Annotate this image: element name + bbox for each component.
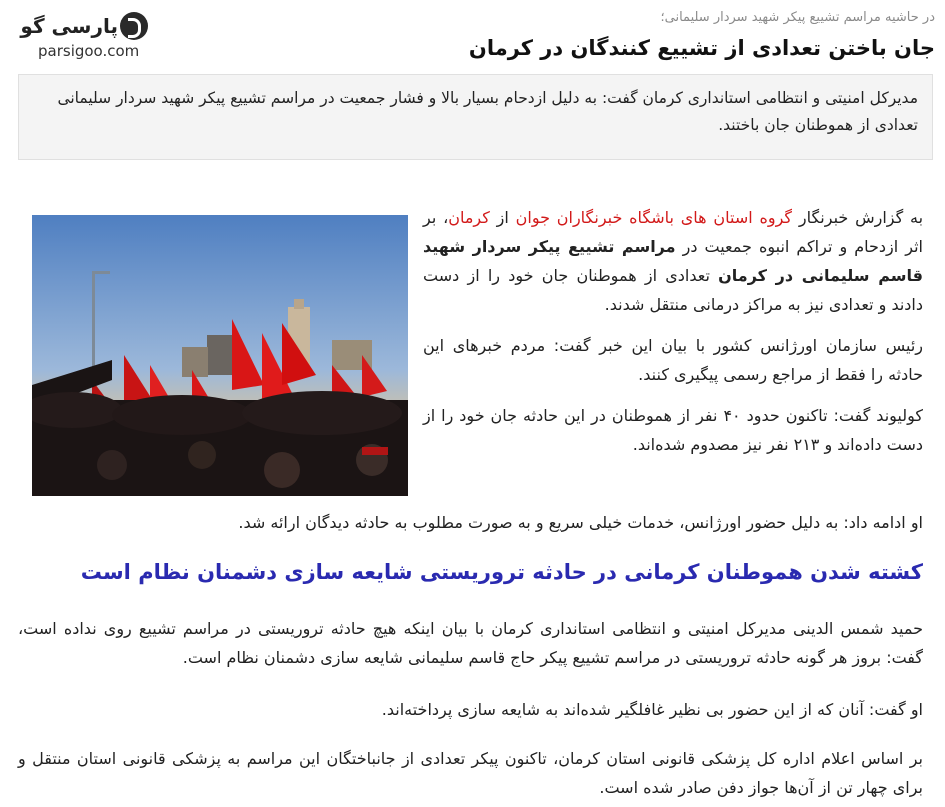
agency-link[interactable]: گروه استان های باشگاه خبرنگاران جوان — [515, 208, 793, 227]
p1-text-4: تعدادی از هموطنان جان خود را از دست دادند و تعدادی نیز به مراکز درمانی منتقل شدند. — [423, 266, 923, 314]
paragraph-5: حمید شمس الدینی مدیرکل امنیتی و انتظامی استانداری کرمان با بیان اینکه هیچ حادثه تروریستی در مراسم تشییع روی نداده است، گفت: بروز هر گونه حادثه تروریستی در مراسم تشییع پیکر حاج قاسم سلیمانی شایعه سازی دشمنان نظام است. — [18, 619, 923, 667]
p1-text-1: به گزارش خبرنگار — [792, 208, 924, 227]
article-side-text — [423, 203, 923, 471]
article-subheading: کشته شدن هموطنان کرمانی در حادثه تروریستی شایعه سازی دشمنان نظام است — [80, 560, 923, 584]
paragraph-2: رئیس سازمان اورژانس کشور با بیان این خبر گفت: مردم خبرهای این حادثه را فقط از مراجع رسمی پیگیری کنند. — [423, 336, 923, 384]
article-kicker: در حاشیه مراسم تشییع پیکر شهید سردار سلیمانی؛ — [660, 10, 935, 25]
p1-text-3: ، بر اثر ازدحام و تراکم انبوه جمعیت در — [423, 208, 923, 256]
paragraph-1 — [423, 203, 923, 319]
logo-url: parsigoo.com — [38, 42, 140, 60]
p1-bold-text: مراسم تشییع پیکر سردار شهید قاسم سلیمانی در کرمان — [423, 237, 924, 285]
crowd-flags-image — [32, 215, 408, 496]
article-summary: مدیرکل امنیتی و انتظامی استانداری کرمان گفت: به دلیل ازدحام بسیار بالا و فشار جمعیت در مراسم تشییع پیکر شهید سردار سلیمانی تعدادی از هموطنان جان باختند. — [18, 74, 933, 160]
paragraph-4: او ادامه داد: به دلیل حضور اورژانس، خدمات خیلی سریع و به صورت مطلوب به حادثه دیدگان ارائه شد. — [238, 513, 923, 532]
article-header — [10, 6, 935, 70]
article-photo — [32, 215, 408, 496]
paragraph-7: بر اساس اعلام اداره کل پزشکی قانونی استان کرمان، تاکنون پیکر تعدادی از جانباختگان این مراسم به پزشکی قانونی استان منتقل و برای چهار تن از آن‌ها جواز دفن صادر شده است. — [18, 749, 923, 797]
paragraph-6: او گفت: آنان که از این حضور بی نظیر غافلگیر شده‌اند به شایعه سازی پرداخته‌اند. — [381, 700, 923, 719]
article-headline: جان باختن تعدادی از تشییع کنندگان در کرمان — [468, 36, 935, 60]
site-logo[interactable] — [20, 8, 158, 66]
paragraph-3: کولیوند گفت: تاکنون حدود ۴۰ نفر از هموطنان در این حادثه جان خود را از دست داده‌اند و ۲۱۳ نفر نیز مصدوم شده‌اند. — [423, 406, 923, 454]
kerman-link[interactable]: کرمان — [448, 208, 490, 227]
p1-text-2: از — [489, 208, 516, 227]
logo-title: پارسی گو — [20, 14, 118, 38]
logo-mark-icon — [120, 12, 148, 40]
